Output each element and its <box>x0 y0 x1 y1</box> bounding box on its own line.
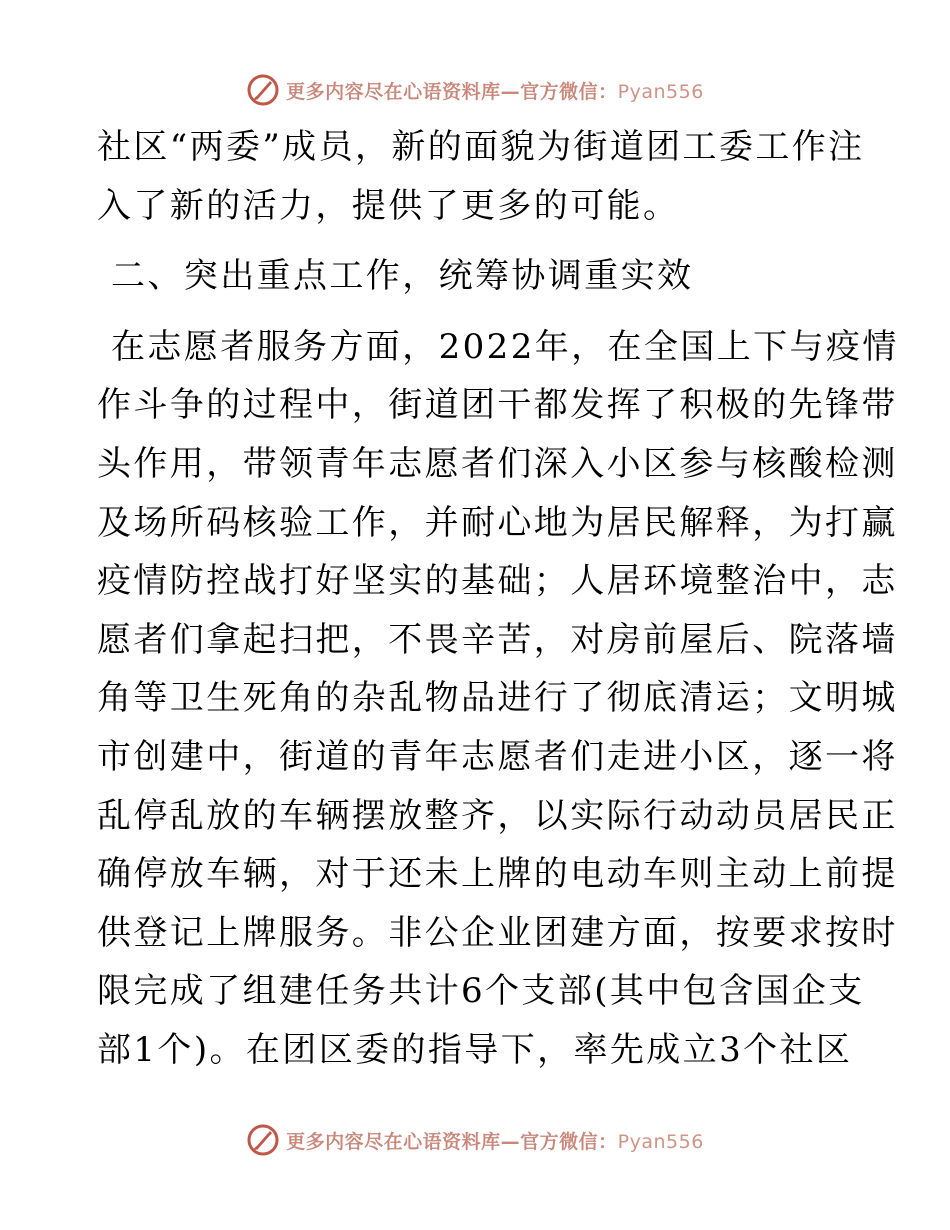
paragraph-2-line-3: 头作用，带领青年志愿者们深入小区参与核酸检测 <box>97 443 898 484</box>
paragraph-2-line-1: 在志愿者服务方面，2022年，在全国上下与疫情 <box>111 326 899 367</box>
paragraph-2-line-2: 作斗争的过程中，街道团干都发挥了积极的先锋带 <box>97 385 898 426</box>
paragraph-2-line-5: 疫情防控战打好坚实的基础；人居环境整治中，志 <box>97 561 898 602</box>
watermark-label: 更多内容尽在心语资料库—官方微信： <box>286 1130 618 1153</box>
paragraph-2-line-7: 角等卫生死角的杂乱物品进行了彻底清运；文明城 <box>97 678 898 719</box>
paragraph-2-line-12: 限完成了组建任务共计6个支部(其中包含国企支 <box>97 971 865 1012</box>
watermark-label: 更多内容尽在心语资料库—官方微信： <box>286 80 618 103</box>
paragraph-2-line-11: 供登记上牌服务。非公企业团建方面，按要求按时 <box>97 912 898 953</box>
quill-logo-icon <box>246 1123 280 1157</box>
paragraph-2-line-10: 确停放车辆，对于还未上牌的电动车则主动上前提 <box>97 854 898 895</box>
section-heading: 二、突出重点工作，统筹协调重实效 <box>111 256 694 297</box>
paragraph-2-line-9: 乱停乱放的车辆摆放整齐，以实际行动动员居民正 <box>97 795 898 836</box>
paragraph-2-line-4: 及场所码核验工作，并耐心地为居民解释，为打赢 <box>97 502 898 543</box>
header-watermark <box>0 70 950 110</box>
document-body <box>97 118 899 1080</box>
paragraph-1-line-1: 社区“两委”成员，新的面貌为街道团工委工作注 <box>97 127 865 167</box>
paragraph-1-line-2: 入了新的活力，提供了更多的可能。 <box>97 185 680 226</box>
footer-watermark <box>0 1120 950 1160</box>
paragraph-2-line-6: 愿者们拿起扫把，不畏辛苦，对房前屋后、院落墙 <box>97 619 898 660</box>
watermark-text <box>286 77 704 104</box>
watermark-wechat-id: Pyan556 <box>617 80 704 103</box>
quill-logo-icon <box>246 73 280 107</box>
watermark-text <box>286 1127 704 1154</box>
watermark-wechat-id: Pyan556 <box>617 1130 704 1153</box>
paragraph-2-line-13: 部1个)。在团区委的指导下，率先成立3个社区 <box>97 1029 853 1070</box>
paragraph-2-line-8: 市创建中，街道的青年志愿者们走进小区，逐一将 <box>97 736 898 777</box>
